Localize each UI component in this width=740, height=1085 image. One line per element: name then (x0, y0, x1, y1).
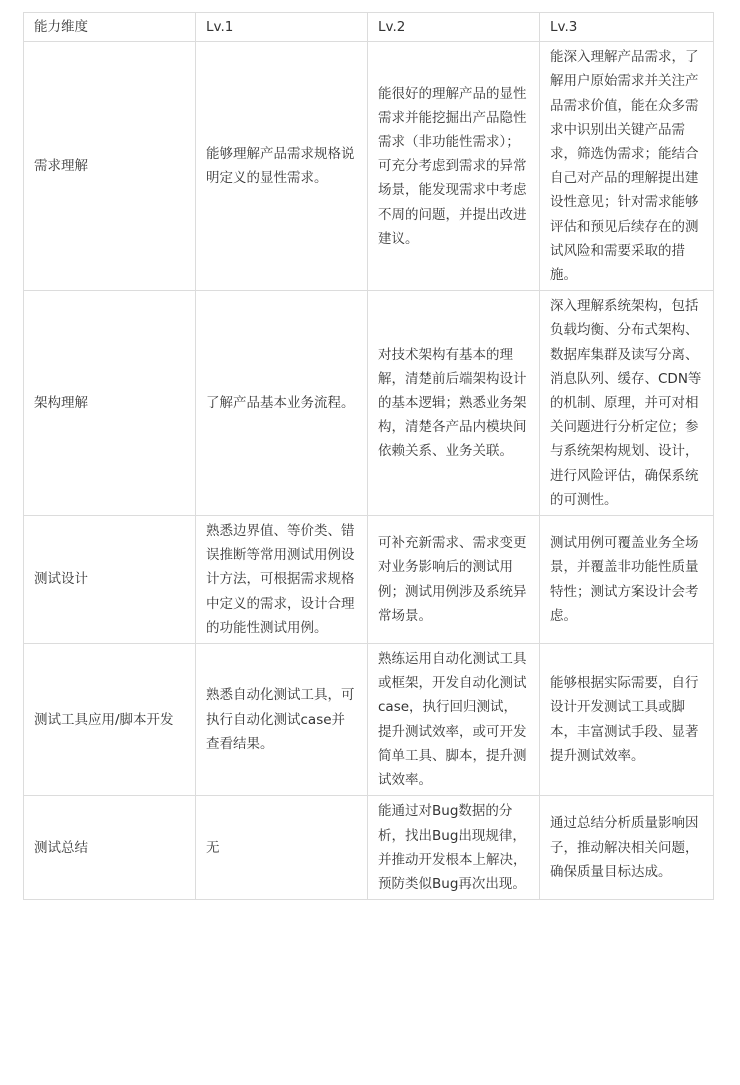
row-lv3: 能够根据实际需要，自行设计开发测试工具或脚本，丰富测试手段、显著提升测试效率。 (540, 644, 714, 796)
row-lv1: 无 (196, 796, 368, 900)
row-lv3: 深入理解系统架构，包括负载均衡、分布式架构、数据库集群及读写分离、消息队列、缓存、CDN等的机制、原理，并可对相关问题进行分析定位；参与系统架构规划、设计，进行风险评估，确保系统的可测性。 (540, 291, 714, 516)
row-lv3: 能深入理解产品需求，了解用户原始需求并关注产品需求价值，能在众多需求中识别出关键产品需求，筛选伪需求；能结合自己对产品的理解提出建设性意见；针对需求能够评估和预见后续存在的测试风险和需要采取的措施。 (540, 42, 714, 291)
row-dimension: 架构理解 (24, 291, 196, 516)
table-row (24, 516, 714, 644)
table-row (24, 42, 714, 291)
row-lv1: 熟悉边界值、等价类、错误推断等常用测试用例设计方法，可根据需求规格中定义的需求，设计合理的功能性测试用例。 (196, 516, 368, 644)
row-lv1: 了解产品基本业务流程。 (196, 291, 368, 516)
table-row (24, 796, 714, 900)
header-dimension: 能力维度 (24, 13, 196, 42)
row-lv1: 熟悉自动化测试工具，可执行自动化测试case并查看结果。 (196, 644, 368, 796)
capability-level-table (23, 12, 714, 900)
row-lv2: 可补充新需求、需求变更对业务影响后的测试用例；测试用例涉及系统异常场景。 (368, 516, 540, 644)
row-lv2: 能通过对Bug数据的分析，找出Bug出现规律，并推动开发根本上解决，预防类似Bug再次出现。 (368, 796, 540, 900)
row-lv3: 通过总结分析质量影响因子，推动解决相关问题，确保质量目标达成。 (540, 796, 714, 900)
row-dimension: 测试设计 (24, 516, 196, 644)
row-dimension: 测试工具应用/脚本开发 (24, 644, 196, 796)
header-lv1: Lv.1 (196, 13, 368, 42)
header-lv3: Lv.3 (540, 13, 714, 42)
header-lv2: Lv.2 (368, 13, 540, 42)
row-lv2: 熟练运用自动化测试工具或框架，开发自动化测试case，执行回归测试，提升测试效率，或可开发简单工具、脚本，提升测试效率。 (368, 644, 540, 796)
table-header-row (24, 13, 714, 42)
capability-table-wrapper (23, 12, 714, 900)
row-dimension: 需求理解 (24, 42, 196, 291)
row-lv2: 对技术架构有基本的理解，清楚前后端架构设计的基本逻辑；熟悉业务架构，清楚各产品内模块间依赖关系、业务关联。 (368, 291, 540, 516)
row-lv2: 能很好的理解产品的显性需求并能挖掘出产品隐性需求（非功能性需求）；可充分考虑到需求的异常场景，能发现需求中考虑不周的问题，并提出改进建议。 (368, 42, 540, 291)
row-lv1: 能够理解产品需求规格说明定义的显性需求。 (196, 42, 368, 291)
row-lv3: 测试用例可覆盖业务全场景，并覆盖非功能性质量特性；测试方案设计会考虑。 (540, 516, 714, 644)
row-dimension: 测试总结 (24, 796, 196, 900)
table-row (24, 644, 714, 796)
table-row (24, 291, 714, 516)
